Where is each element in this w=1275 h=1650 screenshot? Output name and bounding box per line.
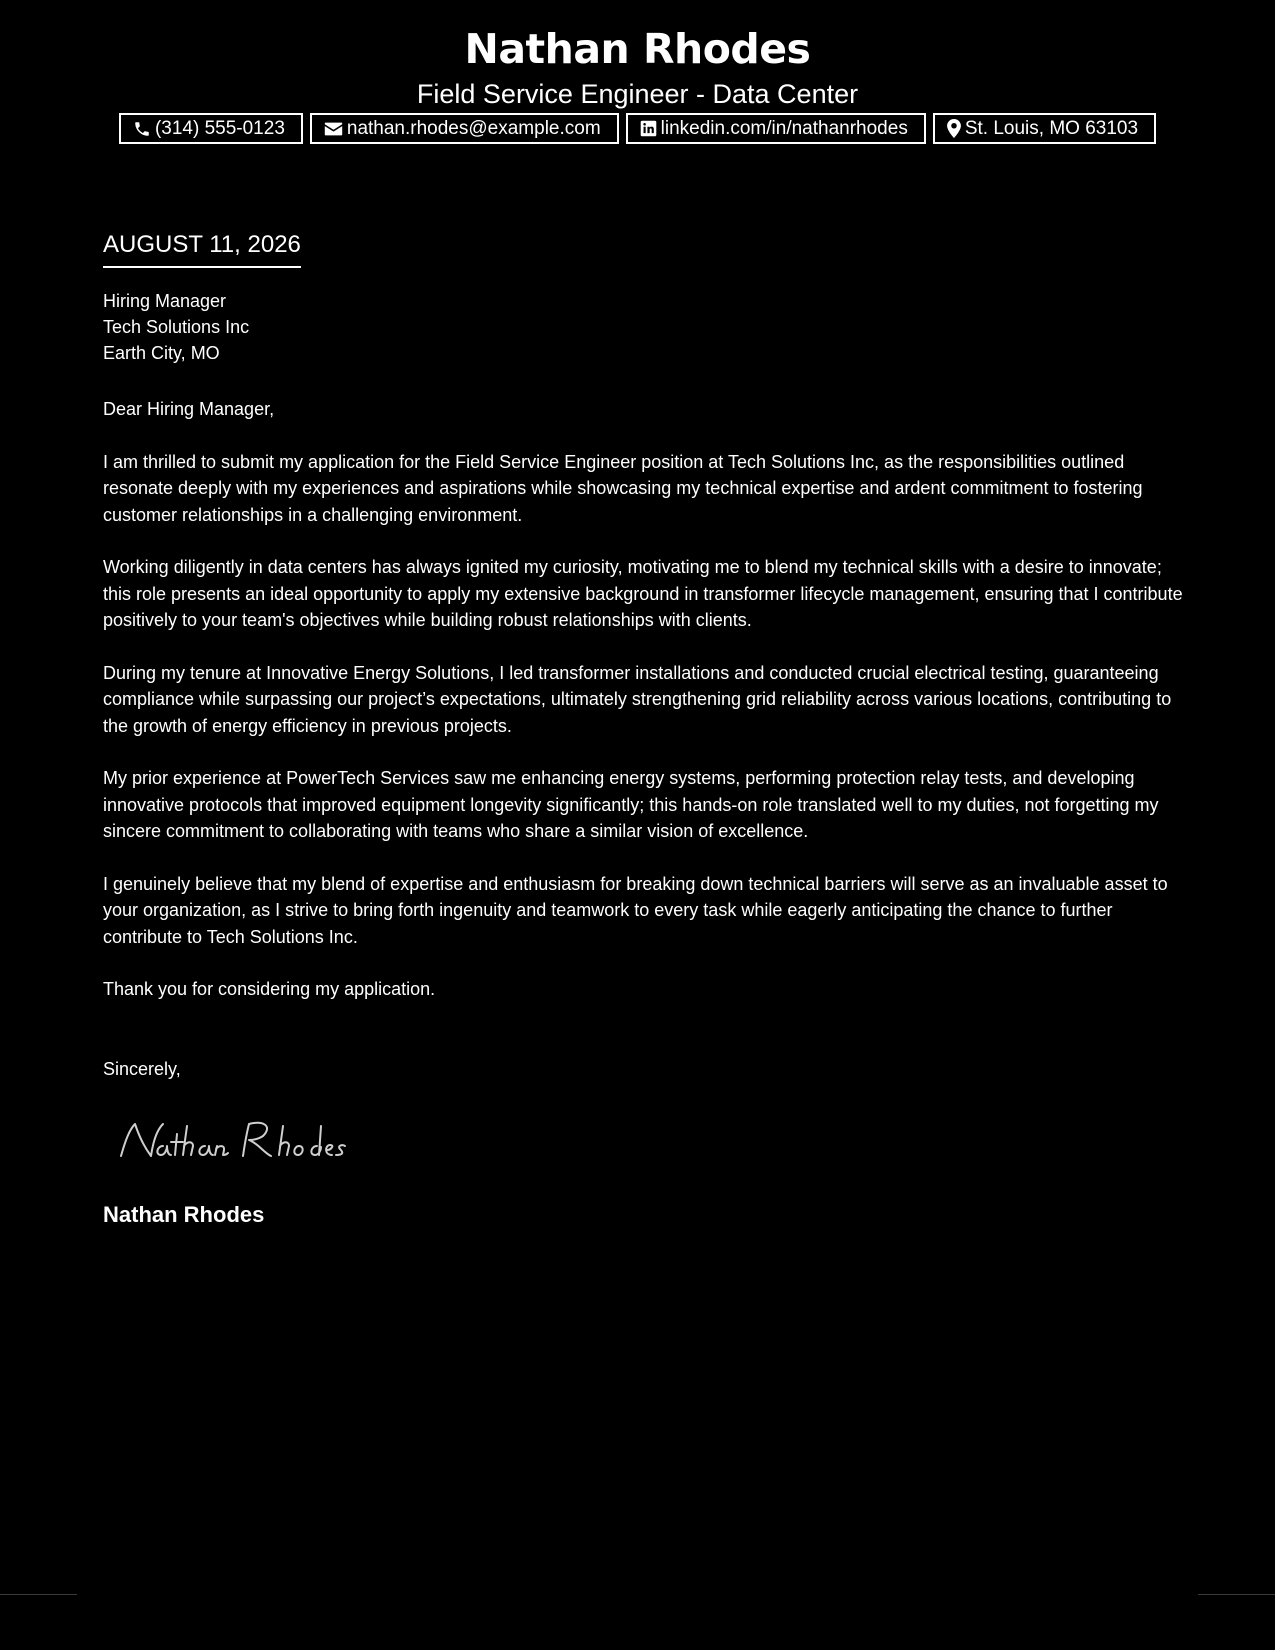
body-paragraph: I genuinely believe that my blend of expertise and enthusiasm for breaking down technical barriers will serve as an invaluable asset to your organization, as I strive to bring forth ingenuity and teamwork to every task while eagerly anticipating the chance to further contribute to Tech Solutions Inc.: [103, 873, 1168, 947]
contact-phone: [119, 113, 303, 144]
recipient-block: [103, 288, 249, 366]
corner-divider-right: [1198, 1594, 1275, 1595]
signature-image: [113, 1112, 353, 1177]
letter-body: [103, 396, 1183, 1029]
salutation: Dear Hiring Manager,: [103, 399, 275, 419]
linkedin-icon: [640, 120, 657, 137]
signer-name: Nathan Rhodes: [103, 1202, 265, 1227]
thank-you-line: Thank you for considering my application.: [103, 979, 436, 999]
body-paragraph: During my tenure at Innovative Energy Solutions, I led transformer installations and conducted crucial electrical testing, guaranteeing compliance while surpassing our project’s expectations, ultimately strengthening grid reliability across various locations, contributing to the growth of energy efficiency in previous projects.: [103, 662, 1172, 736]
letter-date: AUGUST 11, 2026: [103, 228, 301, 268]
letter-header: [0, 20, 1275, 110]
contact-bar: [0, 113, 1275, 144]
body-paragraph: I am thrilled to submit my application for the Field Service Engineer position at Tech Solutions Inc, as the responsibilities outlined resonate deeply with my experiences and aspirations while showcasing my technical expertise and ardent commitment to fostering customer relationships in a challenging environment.: [103, 451, 1143, 525]
applicant-role: Field Service Engineer - Data Center: [416, 79, 859, 109]
corner-divider-left: [0, 1594, 77, 1595]
envelope-icon: [324, 121, 343, 137]
recipient-company: Tech Solutions Inc: [103, 317, 250, 337]
contact-linkedin: [626, 113, 926, 144]
body-paragraph: My prior experience at PowerTech Services saw me enhancing energy systems, performing protection relay tests, and developing innovative protocols that improved equipment longevity significantly; this hands-on role translated well to my duties, not forgetting my sincere commitment to collaborating with teams who share a similar vision of excellence.: [103, 768, 1159, 841]
recipient-title: Hiring Manager: [103, 291, 227, 311]
map-marker-icon: [947, 119, 961, 138]
contact-phone-text: (314) 555-0123: [154, 117, 285, 139]
phone-icon: [133, 120, 151, 138]
closing: Sincerely,: [103, 1059, 181, 1079]
contact-location-text: St. Louis, MO 63103: [964, 117, 1139, 139]
body-paragraph: Working diligently in data centers has always ignited my curiosity, motivating me to blend my technical skills with a desire to innovate; this role presents an ideal opportunity to apply my extensive background in transformer lifecycle management, ensuring that I contribute positively to your team's objectives while building robust relationships with clients.: [103, 557, 1183, 630]
recipient-location: Earth City, MO: [103, 343, 220, 363]
contact-location: [933, 113, 1156, 144]
contact-email-text: nathan.rhodes@example.com: [346, 117, 601, 139]
contact-email: [310, 113, 619, 144]
contact-linkedin-text: linkedin.com/in/nathanrhodes: [660, 117, 908, 139]
applicant-name: Nathan Rhodes: [464, 25, 811, 73]
